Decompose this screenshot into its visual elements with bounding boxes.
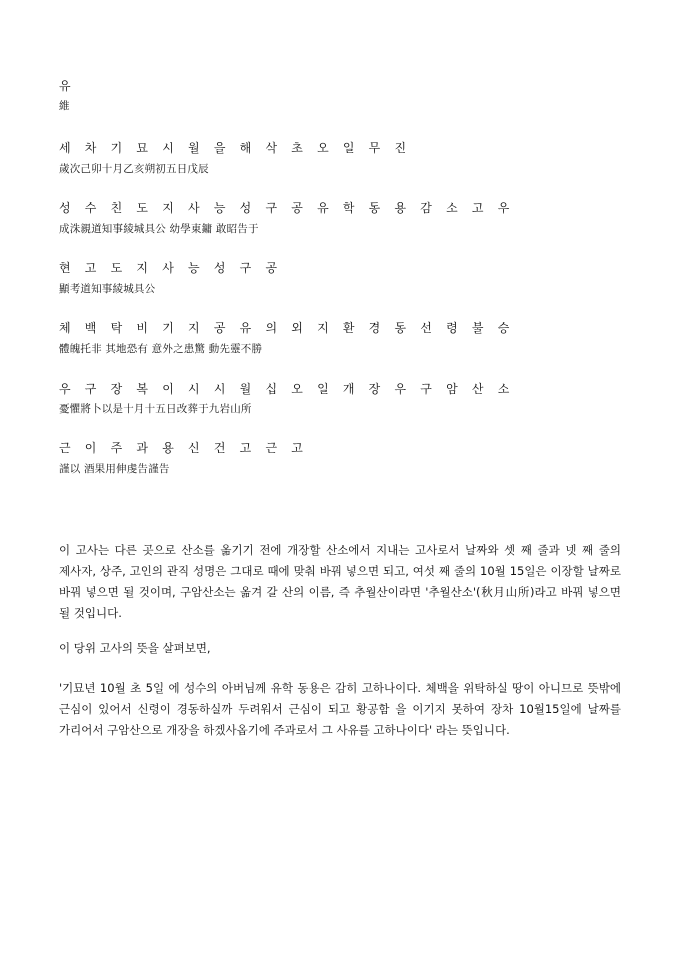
prayer-line-7-hangul: 근 이 주 과 용 신 건 고 근 고 <box>59 441 309 455</box>
prayer-line-2-hangul: 세 차 기 묘 시 월 을 해 삭 초 오 일 무 진 <box>59 141 412 155</box>
explanation-paragraph-1: 이 고사는 다른 곳으로 산소를 옮기기 전에 개장할 산소에서 지내는 고사로서 날짜와 셋 째 줄과 넷 째 줄의 제사자, 상주, 고인의 관직 성명은 그대로 때에 맞춰 바꿔 넣으면 되고, 여섯 째 줄의 10월 15일은 이장할 날짜로 바꿔 넣으면 될 것이며, 구암산소는 옮겨 갈 산의 이름, 즉 추월산이라면 '추월산소'(秋月山所)라고 바꿔 넣으면 될 것입니다. <box>59 543 621 620</box>
prayer-line-7-hanja: 謹以 酒果用伸虔告謹告 <box>59 463 170 475</box>
prayer-line-4-hangul: 현 고 도 지 사 능 성 구 공 <box>59 261 283 275</box>
prayer-line-6-hanja: 憂懼將卜以是十月十五日改葬于九岩山所 <box>59 403 252 415</box>
prayer-line-5-hanja: 體魄托非 其地恐有 意外之患驚 動先靈不勝 <box>59 343 263 355</box>
prayer-line-1-hangul: 유 <box>59 79 76 93</box>
prayer-line-6-hangul: 우 구 장 복 이 시 시 월 십 오 일 개 장 우 구 암 산 소 <box>59 382 515 396</box>
prayer-line-3-hanja: 成洙親道知事綾城具公 幼學東鏞 敢昭告于 <box>59 223 259 235</box>
prayer-line-3-hangul: 성 수 친 도 지 사 능 성 구 공 유 학 동 용 감 소 고 우 <box>59 201 515 215</box>
prayer-line-1-hanja: 維 <box>59 100 70 112</box>
prayer-line-5-hangul: 체 백 탁 비 기 지 공 유 의 외 지 환 경 동 선 령 불 승 <box>59 321 515 335</box>
explanation-paragraph-3: '기묘년 10월 초 5일 에 성수의 아버님께 유학 동용은 감히 고하나이다. 체백을 위탁하실 땅이 아니므로 뜻밖에 근심이 있어서 신령이 경동하실까 두려워서 근심이 되고 황공함 을 이기지 못하여 장차 10월15일에 날짜를 가리어서 구암산으로 개장을 하겠사옵기에 주과로서 그 사유를 고하나이다' 라는 뜻입니다. <box>59 681 621 737</box>
prayer-line-4-hanja: 顯考道知事綾城具公 <box>59 283 156 295</box>
prayer-line-2-hanja: 歲次己卯十月乙亥朔初五日戊辰 <box>59 163 209 175</box>
explanation-paragraph-2: 이 당위 고사의 뜻을 살펴보면, <box>59 641 211 655</box>
